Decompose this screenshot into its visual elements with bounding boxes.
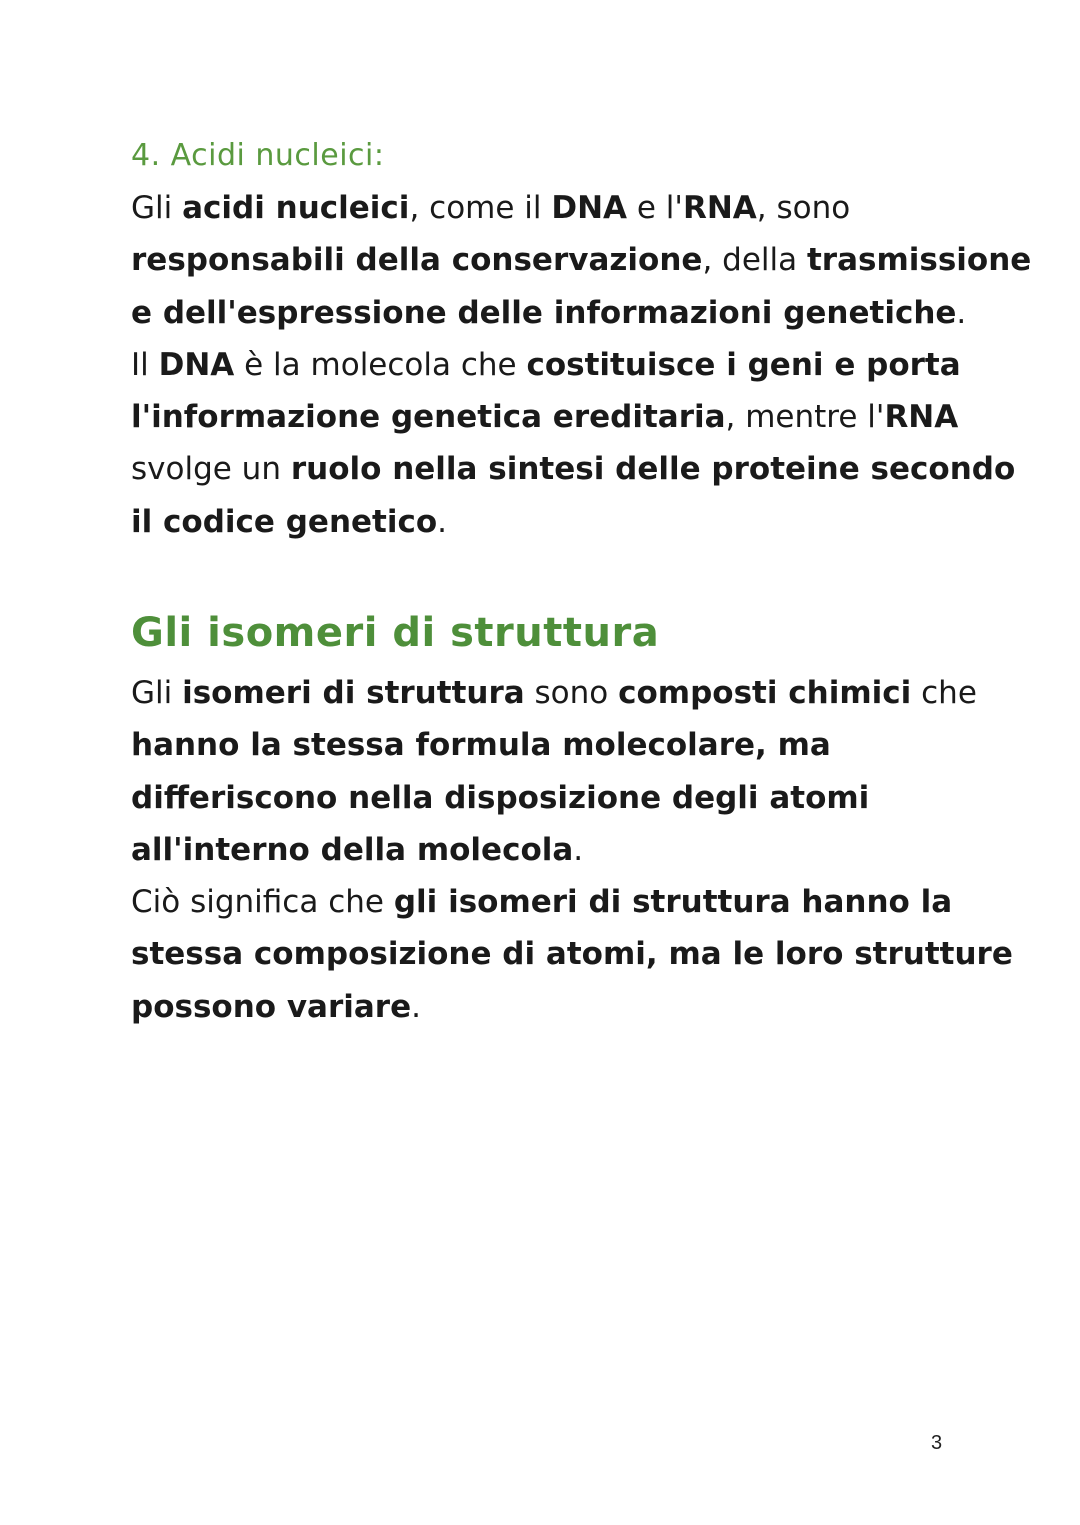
paragraph-isomeri (131, 667, 1013, 1033)
text-line: stessa composizione di atomi, ma le loro strutture (131, 936, 1013, 973)
text-line: svolge un ruolo nella sintesi delle proteine secondo (131, 451, 1016, 488)
text-line: all'interno della molecola. (131, 831, 584, 868)
text-line: hanno la stessa formula molecolare, ma (131, 727, 831, 764)
text-line: Il DNA è la molecola che costituisce i geni e porta (131, 346, 961, 383)
text-line: l'informazione genetica ereditaria, mentre l'RNA (131, 399, 959, 436)
text-line: possono variare. (131, 988, 421, 1025)
text-line: Gli isomeri di struttura sono composti chimici che (131, 675, 977, 711)
text-line: differiscono nella disposizione degli atomi (131, 779, 870, 816)
text-line: e dell'espressione delle informazioni genetiche. (131, 294, 967, 331)
paragraph-acidi-nucleici (131, 182, 1032, 548)
text-line: responsabili della conservazione, della trasmissione (131, 242, 1032, 279)
text-line: il codice genetico. (131, 503, 448, 540)
section-heading-acidi-nucleici: 4. Acidi nucleici: (131, 138, 385, 173)
text-line: Ciò significa che gli isomeri di struttura hanno la (131, 884, 953, 921)
page-number: 3 (931, 1432, 943, 1454)
text-line: Gli acidi nucleici, come il DNA e l'RNA, sono (131, 190, 851, 226)
section-title-isomeri: Gli isomeri di struttura (131, 610, 660, 656)
